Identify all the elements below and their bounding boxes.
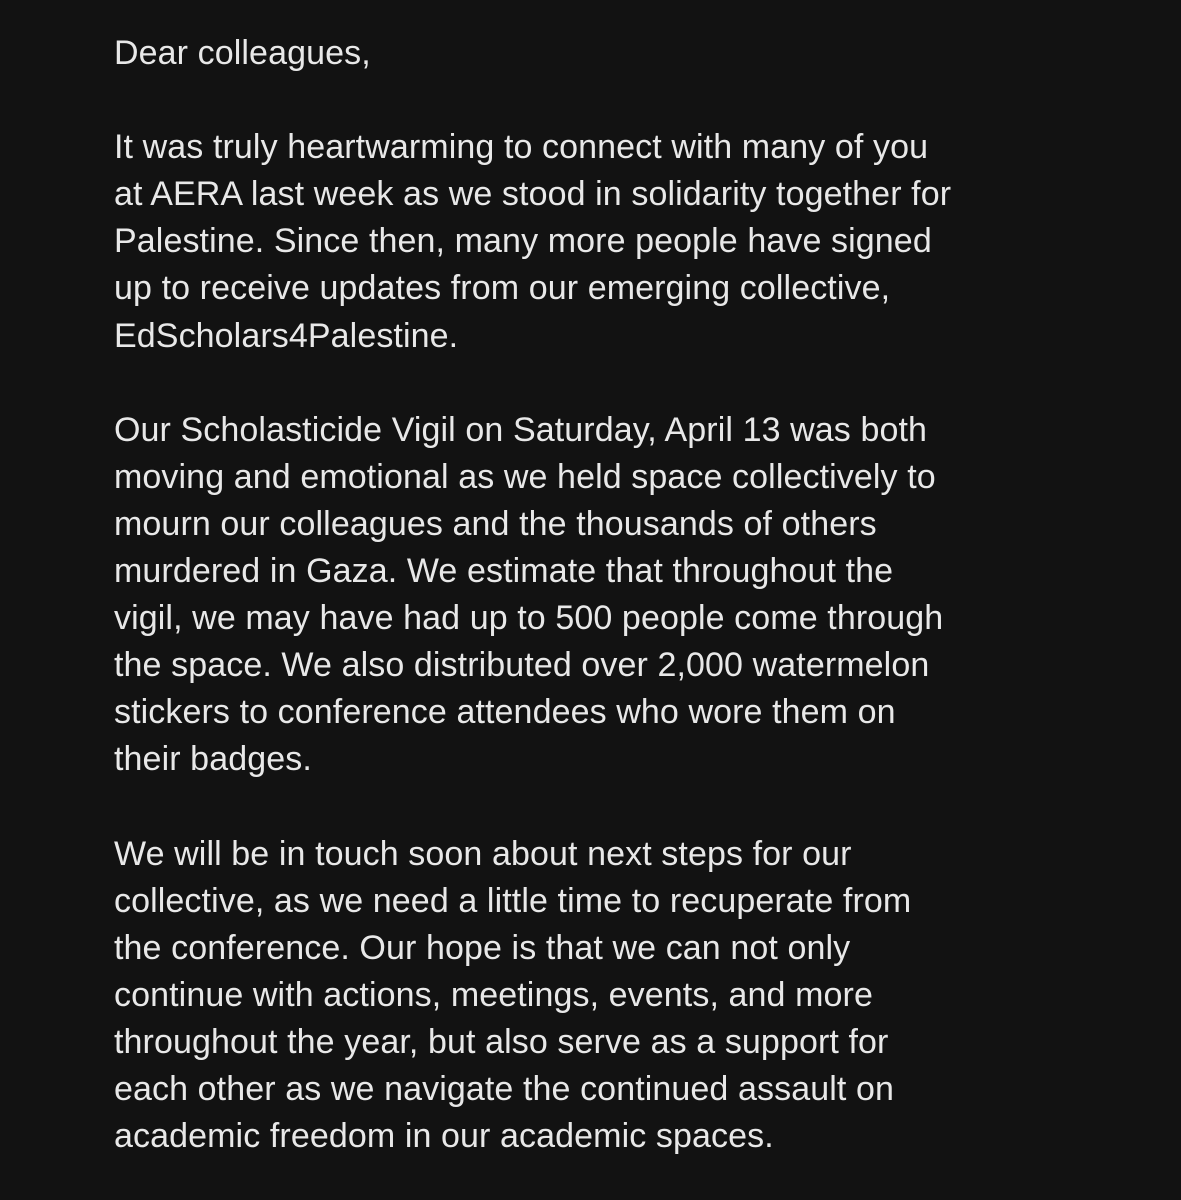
email-paragraph-3: We will be in touch soon about next steps for our collective, as we need a little time to recuperate from the conference. Our hope is that we can not only continue with actions, meetings, events, and more throughout the year, but also serve as a support for each other as we navigate the continued assault on academic freedom in our academic spaces. (114, 834, 912, 1156)
email-paragraph-2: Our Scholasticide Vigil on Saturday, April 13 was both moving and emotional as we held space collectively to mourn our colleagues and the thousands of others murdered in Gaza. We estimate that throughout the vigil, we may have had up to 500 people come through the space. We also distributed over 2,000 watermelon stickers to conference attendees who wore them on their badges. (114, 410, 944, 779)
email-greeting: Dear colleagues, (114, 34, 371, 72)
email-body (114, 30, 1114, 1160)
email-paragraph-1: It was truly heartwarming to connect with many of you at AERA last week as we stood in solidarity together for Palestine. Since then, many more people have signed up to receive updates from our emerging collective, EdScholars4Palestine. (114, 128, 952, 355)
